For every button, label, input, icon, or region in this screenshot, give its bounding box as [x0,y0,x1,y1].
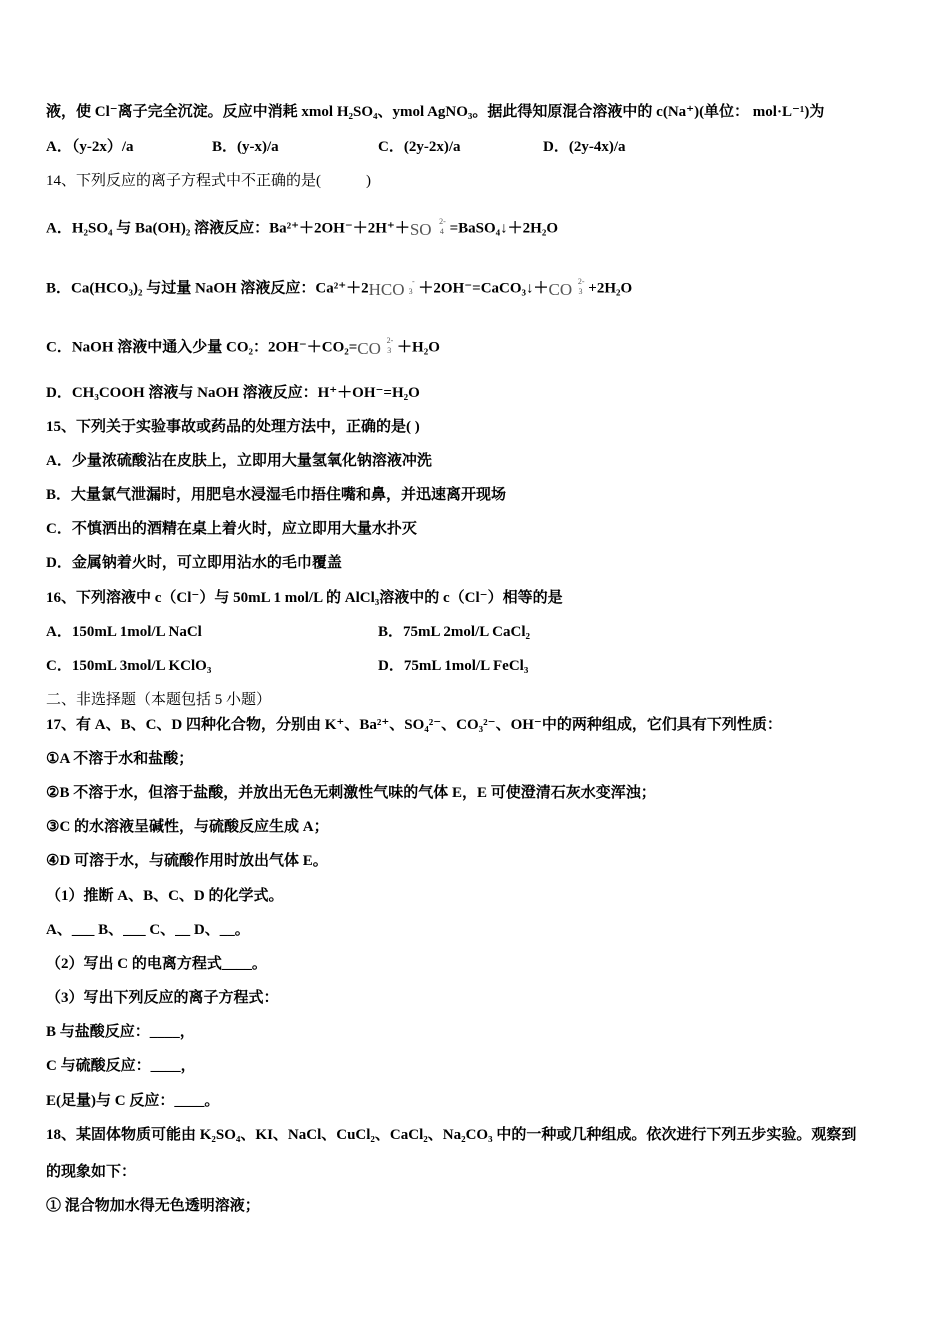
q14-a-pre: A．H₂SO₄ 与 Ba(OH)₂ 溶液反应：Ba²⁺＋2OH⁻＋2H⁺＋ [46,220,410,237]
q17-subquestion-3: （3）写出下列反应的离子方程式： [46,990,279,1006]
q13-option-b: B．(y-x)/a [212,139,279,155]
q15-option-d: D．金属钠着火时，可立即用沾水的毛巾覆盖 [46,555,342,571]
q14-b-post: +2H₂O [584,280,633,297]
q17-subquestion-2: （2）写出 C 的电离方程式____。 [46,956,267,972]
q17-subquestion-1: （1）推断 A、B、C、D 的化学式。 [46,888,284,904]
q17-b-hcl: B 与盐酸反应：____， [46,1024,195,1040]
q17-property-2: ②B 不溶于水，但溶于盐酸，并放出无色无刺激性气味的气体 E，E 可使澄清石灰水变浑浊； [46,785,656,801]
q15-stem: 15、下列关于实验事故或药品的处理方法中，正确的是( ) [46,419,420,435]
q15-option-a: A．少量浓硫酸沾在皮肤上，立即用大量氢氧化钠溶液冲洗 [46,453,432,469]
q17-stem: 17、有 A、B、C、D 四种化合物，分别由 K⁺、Ba²⁺、SO₄²⁻、CO₃²⁻、OH⁻中的两种组成，它们具有下列性质： [46,717,782,733]
q16-option-d: D．75mL 1mol/L FeCl₃ [378,658,529,674]
q16-stem: 16、下列溶液中 c（Cl⁻）与 50mL 1 mol/L 的 AlCl₃溶液中的 c（Cl⁻）相等的是 [46,590,563,606]
sulfate-ion-image: SO 2- 4 [409,217,446,239]
q16-option-c: C．150mL 3mol/L KClO₃ [46,658,212,674]
q14-b-mid: ＋2OH⁻=CaCO₃↓＋ [414,280,549,297]
q13-line1: 液，使 Cl⁻离子完全沉淀。反应中消耗 xmol H₂SO₄、ymol AgNO₃。据此得知原混合溶液中的 c(Na⁺)(单位： mol·L⁻¹)为 [46,104,825,120]
q13-option-c: C．(2y-2x)/a [378,139,461,155]
q13-option-d: D．(2y-4x)/a [543,139,626,155]
q14-b-pre: B．Ca(HCO₃)₂ 与过量 NaOH 溶液反应：Ca²⁺＋2 [46,280,369,297]
q14-option-d: D．CH₃COOH 溶液与 NaOH 溶液反应：H⁺＋OH⁻=H₂O [46,385,420,401]
q14-c-post: ＋H₂O [393,339,440,356]
q17-property-4: ④D 可溶于水，与硫酸作用时放出气体 E。 [46,853,328,869]
q16-option-b: B．75mL 2mol/L CaCl₂ [378,624,531,640]
q14-option-c [46,337,440,359]
carbonate-ion-image: CO 2- 3 [548,277,585,299]
q14-option-a [46,218,558,240]
q17-c-h2so4: C 与硫酸反应：____， [46,1058,196,1074]
section-heading: 二、非选择题（本题包括 5 小题） [46,692,272,708]
bicarbonate-ion-image: HCO - 3 [368,277,415,299]
q14-a-post: =BaSO₄↓＋2H₂O [445,220,558,237]
q15-option-b: B．大量氯气泄漏时，用肥皂水浸湿毛巾捂住嘴和鼻，并迅速离开现场 [46,487,507,503]
q17-e-c: E(足量)与 C 反应：____。 [46,1093,220,1109]
q13-option-a: A．（y-2x）/a [46,139,134,155]
q16-option-a: A．150mL 1mol/L NaCl [46,624,202,640]
q17-answer-blanks: A、___ B、___ C、__ D、__。 [46,922,250,938]
q14-option-b [46,278,632,300]
q18-stem-line1: 18、某固体物质可能由 K₂SO₄、KI、NaCl、CuCl₂、CaCl₂、Na₂CO₃ 中的一种或几种组成。依次进行下列五步实验。观察到 [46,1127,857,1143]
carbonate-ion-image: CO 2- 3 [357,336,394,358]
q18-stem-line2: 的现象如下： [46,1164,137,1180]
q17-property-1: ①A 不溶于水和盐酸； [46,751,194,767]
q14-stem: 14、下列反应的离子方程式中不正确的是( ) [46,173,371,189]
q15-option-c: C．不慎洒出的酒精在桌上着火时，应立即用大量水扑灭 [46,521,417,537]
q18-observation-1: ① 混合物加水得无色透明溶液； [46,1198,260,1214]
q14-c-pre: C．NaOH 溶液中通入少量 CO₂：2OH⁻＋CO₂= [46,339,358,356]
q17-property-3: ③C 的水溶液呈碱性，与硫酸反应生成 A； [46,819,329,835]
